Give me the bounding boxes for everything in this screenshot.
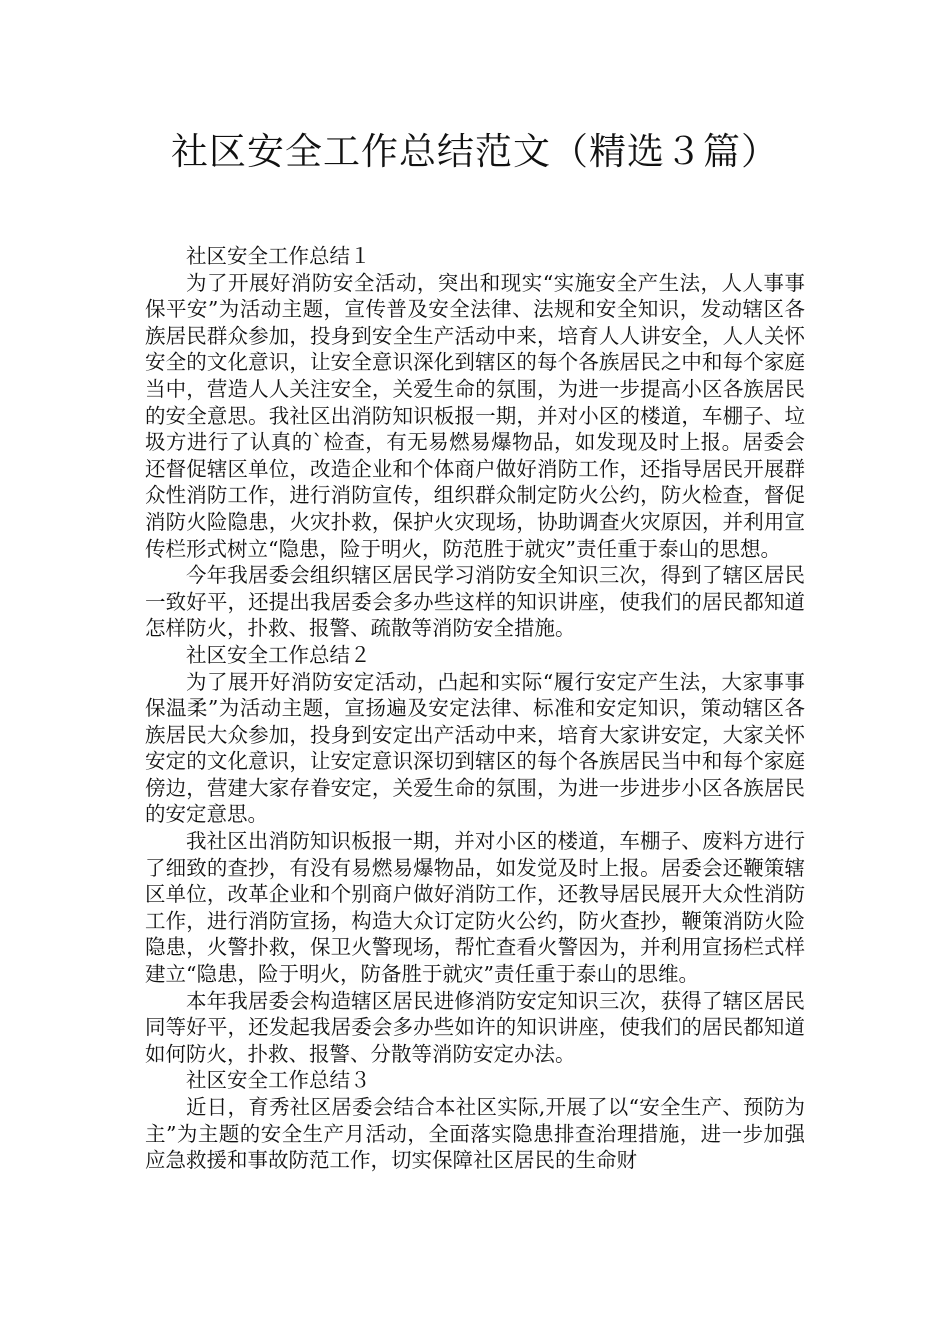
section-heading-2: 社区安全工作总结２ [186, 642, 371, 667]
section-heading-3: 社区安全工作总结３ [186, 1068, 371, 1093]
paragraph: 为了展开好消防安定活动，凸起和实际“履行安定产生法，大家事事保温柔”为活动主题，宣扬遍及安定法律、标准和安定知识，策动辖区各族居民大众参加，投身到安定出产活动中来，培育大家讲安定，大家关怀安定的文化意识，让安定意识深切到辖区的每个各族居民当中和每个家庭傍边，营建大家存眷安定，关爱生命的氛围，为进一步进步小区各族居民的安定意思。 [145, 669, 805, 827]
paragraph: 今年我居委会组织辖区居民学习消防安全知识三次，得到了辖区居民一致好平，还提出我居委会多办些这样的知识讲座，使我们的居民都知道怎样防火，扑救、报警、疏散等消防安全措施。 [145, 563, 805, 641]
paragraph: 为了开展好消防安全活动，突出和现实“实施安全产生法，人人事事保平安”为活动主题，宣传普及安全法律、法规和安全知识，发动辖区各族居民群众参加，投身到安全生产活动中来，培育人人讲安全，人人关怀安全的文化意识，让安全意识深化到辖区的每个各族居民之中和每个家庭当中，营造人人关注安全，关爱生命的氛围，为进一步提高小区各族居民的安全意思。我社区出消防知识板报一期，并对小区的楼道，车棚子、垃圾方进行了认真的`检查，有无易燃易爆物品，如发现及时上报。居委会还督促辖区单位，改造企业和个体商户做好消防工作，还指导居民开展群众性消防工作，进行消防宣传，组织群众制定防火公约，防火检查，督促消防火险隐患，火灾扑救，保护火灾现场，协助调查火灾原因，并利用宣传栏形式树立“隐患，险于明火，防范胜于就灾”责任重于泰山的思想。 [145, 270, 805, 561]
document-body [145, 243, 805, 1174]
paragraph: 近日，育秀社区居委会结合本社区实际,开展了以“安全生产、预防为主”为主题的安全生产月活动，全面落实隐患排查治理措施，进一步加强应急救援和事故防范工作，切实保障社区居民的生命财 [145, 1095, 805, 1173]
paragraph: 我社区出消防知识板报一期，并对小区的楼道，车棚子、废料方进行了细致的查抄，有没有易燃易爆物品，如发觉及时上报。居委会还鞭策辖区单位，改革企业和个别商户做好消防工作，还教导居民展开大众性消防工作，进行消防宣扬，构造大众订定防火公约，防火查抄，鞭策消防火险隐患，火警扑救，保卫火警现场，帮忙查看火警因为，并利用宣扬栏式样建立“隐患，险于明火，防备胜于就灾”责任重于泰山的思维。 [145, 829, 805, 987]
document-title: 社区安全工作总结范文（精选３篇） [171, 130, 779, 173]
section-heading-1: 社区安全工作总结１ [186, 244, 371, 268]
paragraph: 本年我居委会构造辖区居民进修消防安定知识三次，获得了辖区居民同等好平，还发起我居委会多办些如许的知识讲座，使我们的居民都知道如何防火，扑救、报警、分散等消防安定办法。 [145, 988, 805, 1066]
